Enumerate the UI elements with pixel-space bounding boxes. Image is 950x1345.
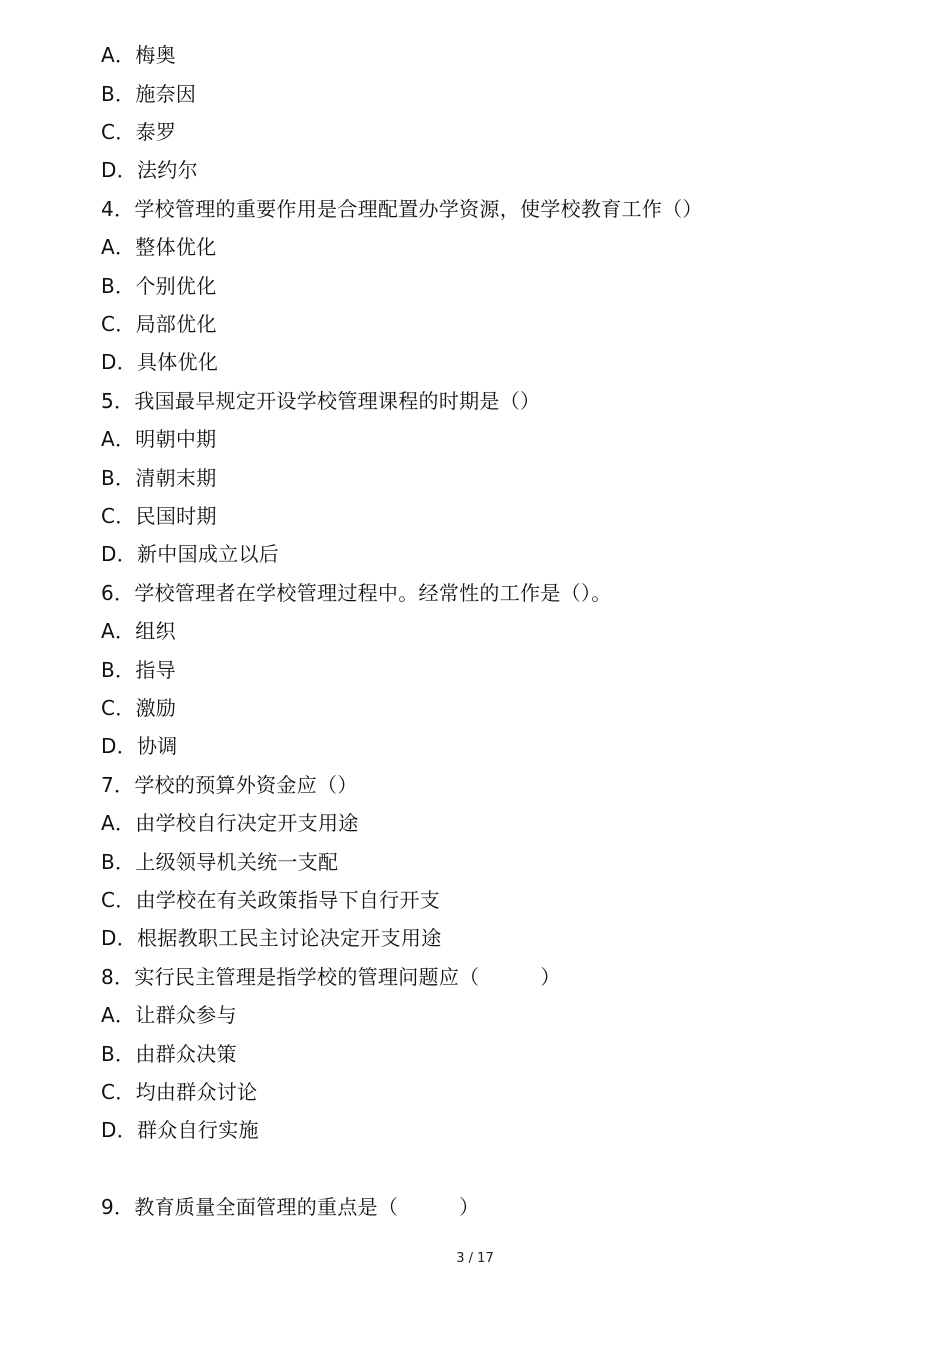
option-c-q7: C．由学校在有关政策指导下自行开支 <box>101 888 441 912</box>
question-4: 4．学校管理的重要作用是合理配置办学资源，使学校教育工作（） <box>101 197 703 221</box>
option-a-q3: A．梅奥 <box>101 43 176 67</box>
question-5: 5．我国最早规定开设学校管理课程的时期是（） <box>101 389 541 413</box>
question-9: 9．教育质量全面管理的重点是（ ） <box>101 1195 480 1219</box>
option-a-q8: A．让群众参与 <box>101 1003 237 1027</box>
option-a-q6: A．组织 <box>101 619 176 643</box>
option-b-q4: B．个别优化 <box>101 274 217 298</box>
option-d-q3: D．法约尔 <box>101 158 198 182</box>
option-b-q8: B．由群众决策 <box>101 1042 237 1066</box>
option-d-q5: D．新中国成立以后 <box>101 542 280 566</box>
question-6: 6．学校管理者在学校管理过程中。经常性的工作是（）。 <box>101 581 612 605</box>
option-c-q6: C．激励 <box>101 696 177 720</box>
question-7: 7．学校的预算外资金应（） <box>101 773 358 797</box>
option-d-q4: D．具体优化 <box>101 350 219 374</box>
option-c-q4: C．局部优化 <box>101 312 217 336</box>
option-b-q7: B．上级领导机关统一支配 <box>101 850 339 874</box>
option-c-q3: C．泰罗 <box>101 120 177 144</box>
question-8: 8．实行民主管理是指学校的管理问题应（ ） <box>101 965 561 989</box>
option-a-q7: A．由学校自行决定开支用途 <box>101 811 359 835</box>
option-b-q3: B．施奈因 <box>101 82 197 106</box>
option-a-q4: A．整体优化 <box>101 235 217 259</box>
option-a-q5: A．明朝中期 <box>101 427 217 451</box>
option-c-q8: C．均由群众讨论 <box>101 1080 258 1104</box>
option-c-q5: C．民国时期 <box>101 504 217 528</box>
option-b-q6: B．指导 <box>101 658 176 682</box>
option-b-q5: B．清朝末期 <box>101 466 217 490</box>
option-d-q6: D．协调 <box>101 734 178 758</box>
page-number: 3 / 17 <box>456 1251 494 1266</box>
option-d-q7: D．根据教职工民主讨论决定开支用途 <box>101 926 442 950</box>
option-d-q8: D．群众自行实施 <box>101 1118 259 1142</box>
